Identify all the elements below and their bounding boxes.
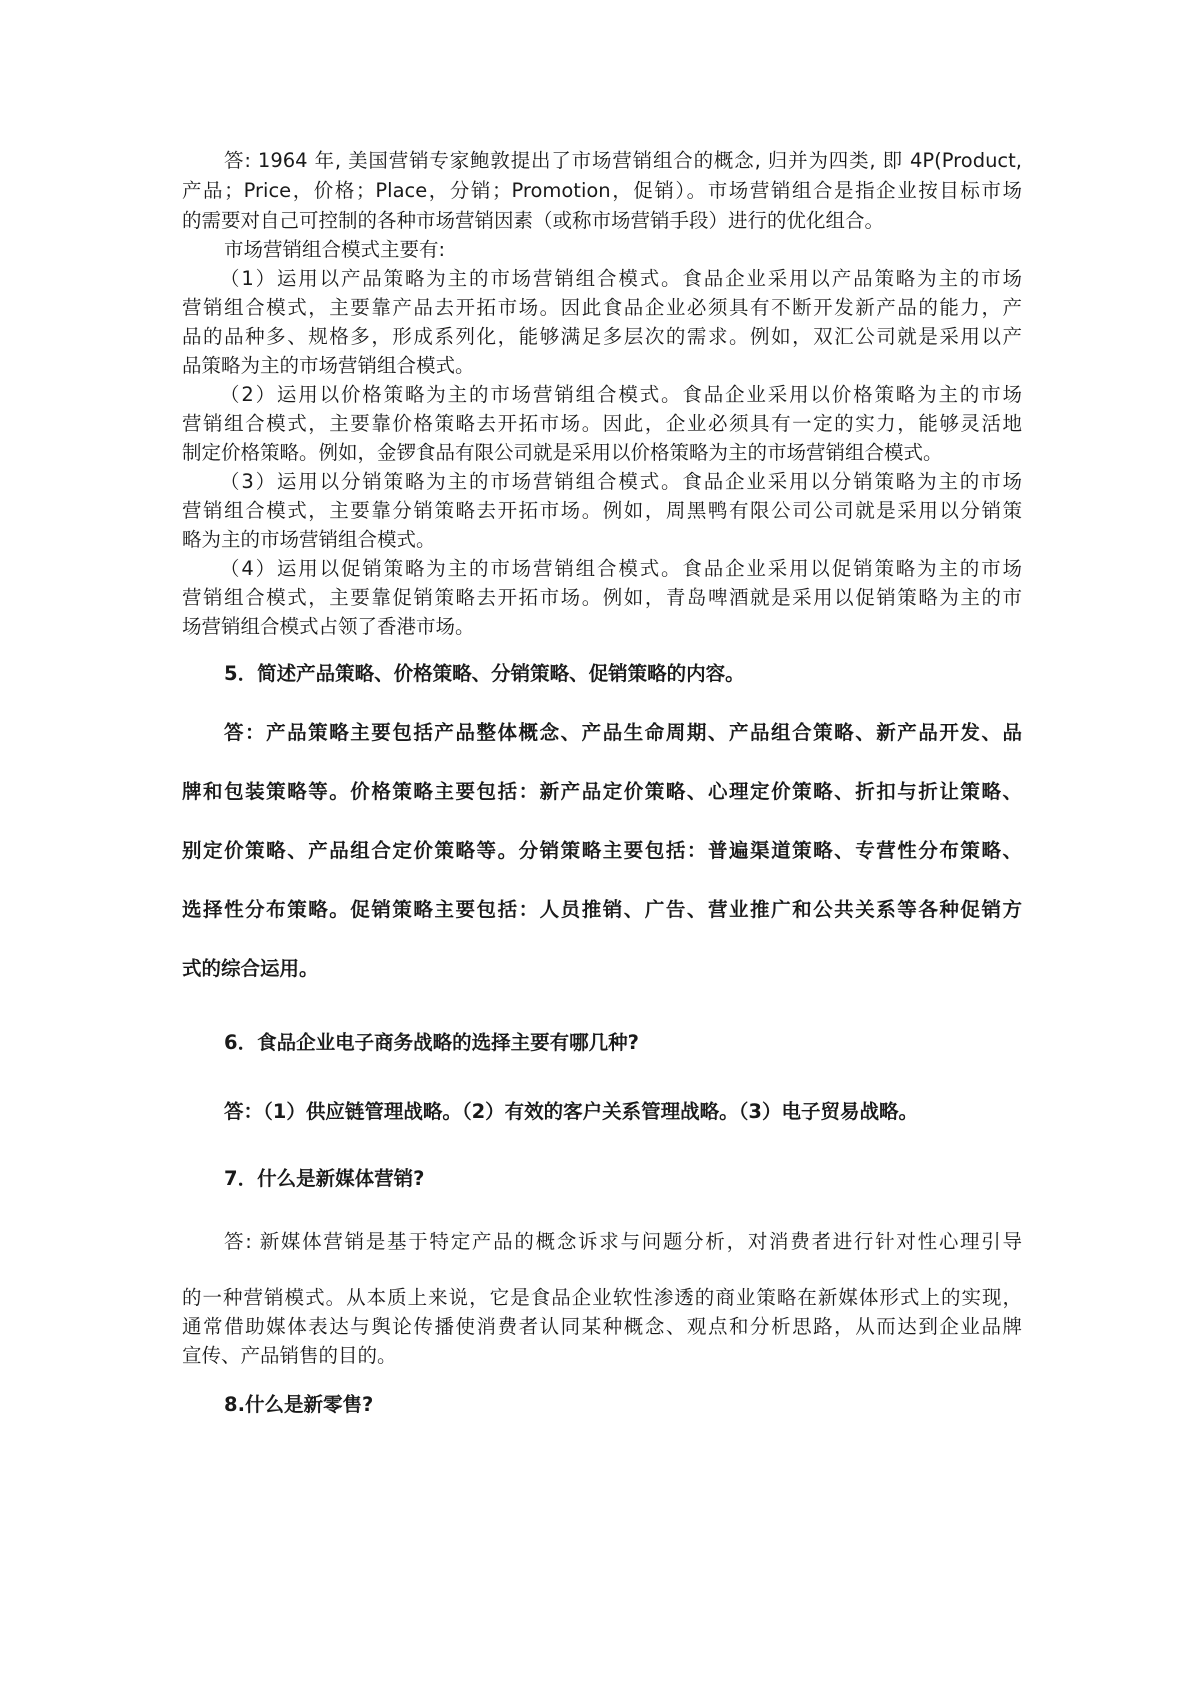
mode-item-1-line: 品的品种多、规格多，形成系列化，能够满足多层次的需求。例如，双汇公司就是采用以产 xyxy=(182,325,1022,348)
question-8: 8.什么是新零售? xyxy=(224,1393,374,1416)
mode-item-4-line: 营销组合模式，主要靠促销策略去开拓市场。例如，青岛啤酒就是采用以促销策略为主的市 xyxy=(182,586,1022,609)
mode-item-1-line: （1）运用以产品策略为主的市场营销组合模式。食品企业采用以产品策略为主的市场 xyxy=(220,267,1022,290)
mode-item-4-line: （4）运用以促销策略为主的市场营销组合模式。食品企业采用以促销策略为主的市场 xyxy=(220,557,1022,580)
question-6: 6．食品企业电子商务战略的选择主要有哪几种? xyxy=(224,1031,639,1054)
mode-item-2-line: 营销组合模式，主要靠价格策略去开拓市场。因此，企业必须具有一定的实力，能够灵活地 xyxy=(182,412,1022,435)
mode-item-1-line: 品策略为主的市场营销组合模式。 xyxy=(182,354,475,377)
mode-item-3-line: 略为主的市场营销组合模式。 xyxy=(182,528,436,551)
question-5: 5．简述产品策略、价格策略、分销策略、促销策略的内容。 xyxy=(224,662,745,685)
answer-4-line: 的需要对自己可控制的各种市场营销因素（或称市场营销手段）进行的优化组合。 xyxy=(182,209,885,232)
question-7: 7．什么是新媒体营销? xyxy=(224,1167,425,1190)
mode-item-2-line: 制定价格策略。例如，金锣食品有限公司就是采用以价格策略为主的市场营销组合模式。 xyxy=(182,441,943,464)
mode-item-4-line: 场营销组合模式占领了香港市场。 xyxy=(182,615,475,638)
answer-5-line: 式的综合运用。 xyxy=(182,957,319,980)
mode-item-1-line: 营销组合模式，主要靠产品去开拓市场。因此食品企业必须具有不断开发新产品的能力，产 xyxy=(182,296,1022,319)
mode-item-3-line: （3）运用以分销策略为主的市场营销组合模式。食品企业采用以分销策略为主的市场 xyxy=(220,470,1022,493)
mode-item-3-line: 营销组合模式，主要靠分销策略去开拓市场。例如，周黑鸭有限公司公司就是采用以分销策 xyxy=(182,499,1022,522)
answer-7-line: 答: 新媒体营销是基于特定产品的概念诉求与问题分析，对消费者进行针对性心理引导 xyxy=(224,1230,1022,1253)
mode-item-2-line: （2）运用以价格策略为主的市场营销组合模式。食品企业采用以价格策略为主的市场 xyxy=(220,383,1022,406)
answer-5-line: 答：产品策略主要包括产品整体概念、产品生命周期、产品组合策略、新产品开发、品 xyxy=(224,721,1022,744)
answer-4-line: 产品；Price，价格；Place，分销；Promotion，促销）。市场营销组合是指企业按目标市场 xyxy=(182,179,1022,202)
answer-4-line: 答: 1964 年, 美国营销专家鲍敦提出了市场营销组合的概念, 归并为四类, 即 4P(Product, xyxy=(224,149,1022,172)
answer-7-line: 通常借助媒体表达与舆论传播使消费者认同某种概念、观点和分析思路，从而达到企业品牌 xyxy=(182,1315,1022,1338)
modes-intro: 市场营销组合模式主要有: xyxy=(224,238,446,261)
answer-5-line: 选择性分布策略。促销策略主要包括：人员推销、广告、营业推广和公共关系等各种促销方 xyxy=(182,898,1022,921)
answer-7-line: 宣传、产品销售的目的。 xyxy=(182,1344,397,1367)
answer-5-line: 牌和包装策略等。价格策略主要包括：新产品定价策略、心理定价策略、折扣与折让策略、 xyxy=(182,780,1022,803)
answer-6: 答：（1）供应链管理战略。（2）有效的客户关系管理战略。（3）电子贸易战略。 xyxy=(224,1100,918,1123)
answer-7-line: 的一种营销模式。从本质上来说，它是食品企业软性渗透的商业策略在新媒体形式上的实现， xyxy=(182,1286,1022,1309)
answer-5-line: 别定价策略、产品组合定价策略等。分销策略主要包括：普遍渠道策略、专营性分布策略、 xyxy=(182,839,1022,862)
